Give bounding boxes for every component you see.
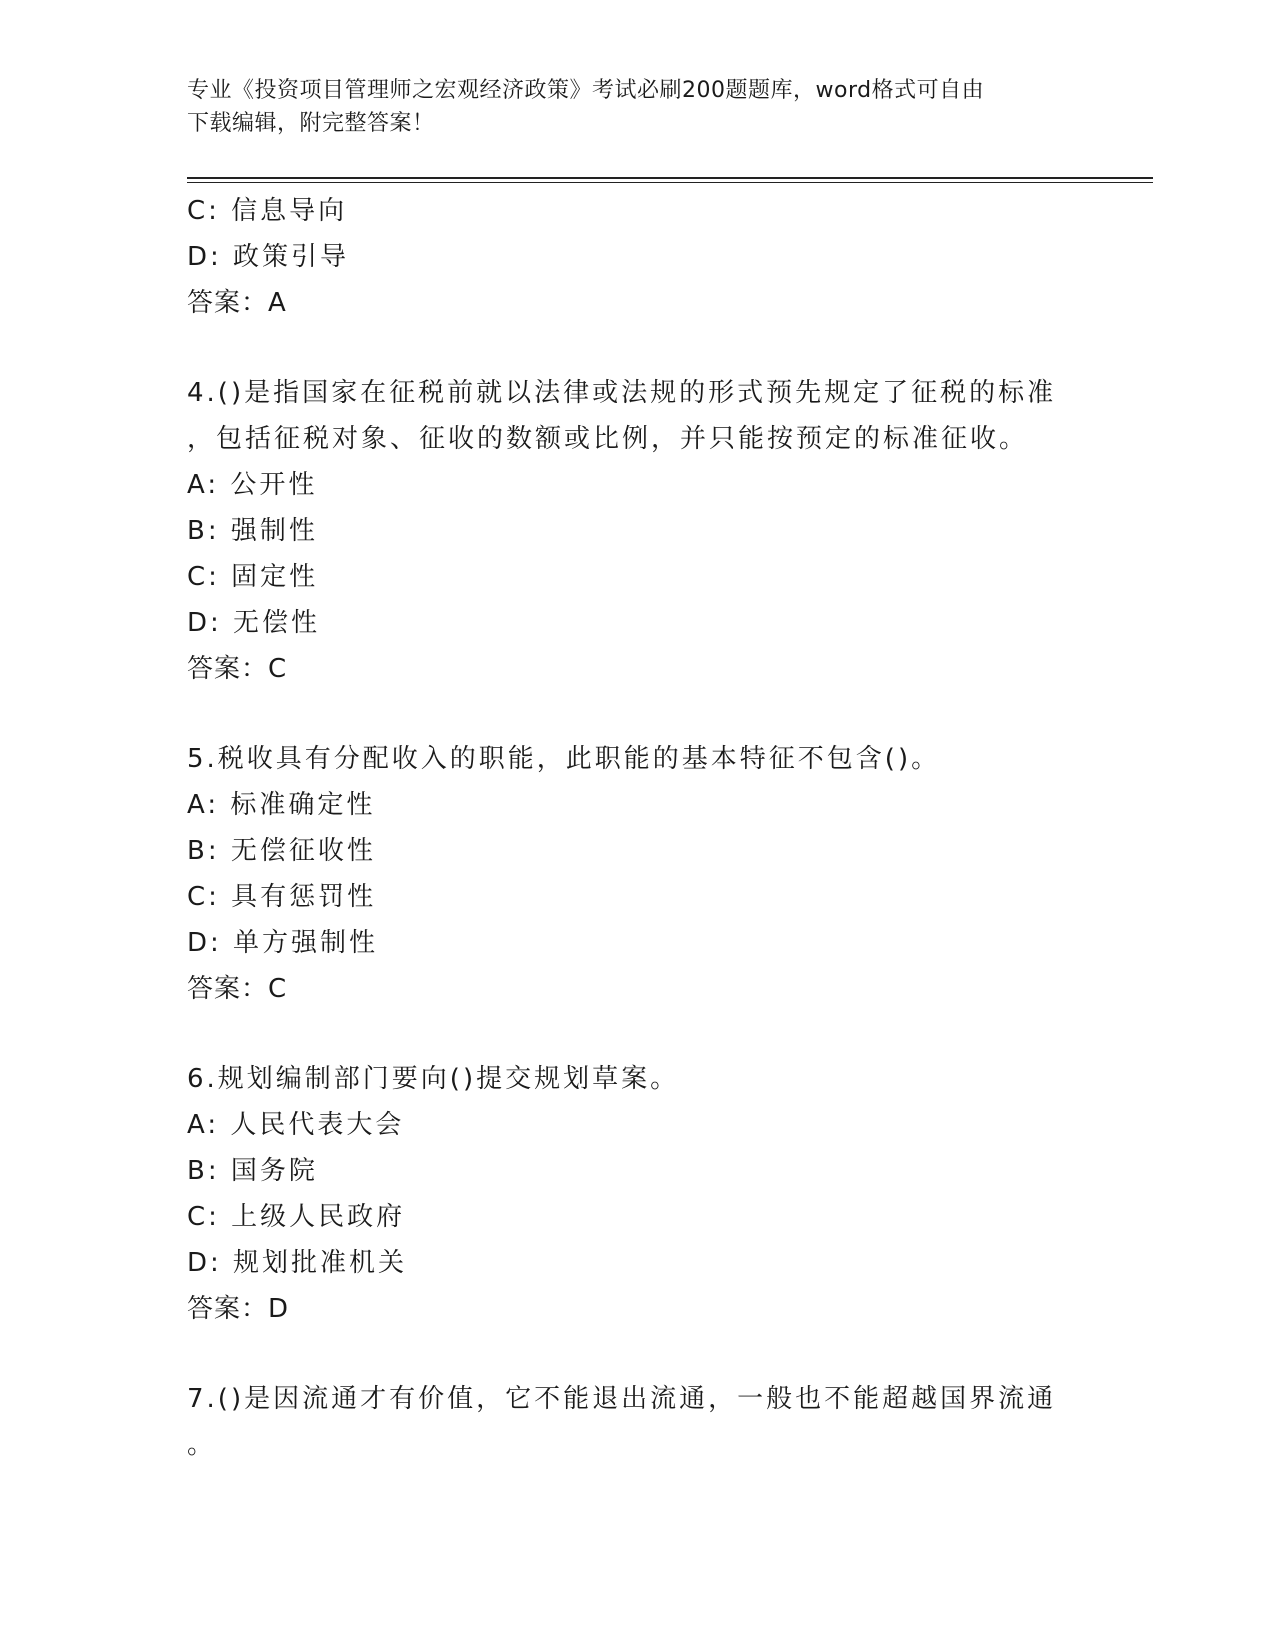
header-divider-thin xyxy=(187,182,1153,183)
option-a: A: 人民代表大会 xyxy=(187,1110,405,1140)
question-block-7 xyxy=(187,1376,1117,1468)
answer-line: 答案：A xyxy=(187,288,287,318)
answer-line: 答案：D xyxy=(187,1294,290,1324)
answer-line: 答案：C xyxy=(187,654,288,684)
option-a: A: 公开性 xyxy=(187,470,318,500)
option-c: C: 信息导向 xyxy=(187,196,348,226)
question-text: 。 xyxy=(187,1430,217,1460)
option-c: C: 具有惩罚性 xyxy=(187,882,377,912)
question-text: 4.()是指国家在征税前就以法律或法规的形式预先规定了征税的标准 xyxy=(187,378,1057,408)
question-text: ，包括征税对象、征收的数额或比例，并只能按预定的标准征收。 xyxy=(187,424,1029,454)
question-block-5 xyxy=(187,736,1117,1012)
header-line-1: 专业《投资项目管理师之宏观经济政策》考试必刷200题题库，word格式可自由 xyxy=(187,78,985,103)
option-b: B: 强制性 xyxy=(187,516,318,546)
option-d: D: 单方强制性 xyxy=(187,928,379,958)
option-a: A: 标准确定性 xyxy=(187,790,376,820)
question-block-4 xyxy=(187,370,1117,692)
document-header xyxy=(187,74,1067,140)
option-d: D: 政策引导 xyxy=(187,242,350,272)
option-b: B: 无偿征收性 xyxy=(187,836,376,866)
option-d: D: 规划批准机关 xyxy=(187,1248,408,1278)
option-d: D: 无偿性 xyxy=(187,608,321,638)
question-list xyxy=(187,188,1117,1468)
question-text: 7.()是因流通才有价值，它不能退出流通，一般也不能超越国界流通 xyxy=(187,1384,1057,1414)
question-text: 6.规划编制部门要向()提交规划草案。 xyxy=(187,1064,680,1094)
question-text: 5.税收具有分配收入的职能，此职能的基本特征不包含()。 xyxy=(187,744,941,774)
option-b: B: 国务院 xyxy=(187,1156,318,1186)
option-c: C: 上级人民政府 xyxy=(187,1202,406,1232)
question-block-6 xyxy=(187,1056,1117,1332)
option-c: C: 固定性 xyxy=(187,562,319,592)
answer-line: 答案：C xyxy=(187,974,288,1004)
question-block-continued xyxy=(187,188,1117,326)
header-line-2: 下载编辑，附完整答案！ xyxy=(187,111,435,136)
header-divider-thick xyxy=(187,177,1153,179)
